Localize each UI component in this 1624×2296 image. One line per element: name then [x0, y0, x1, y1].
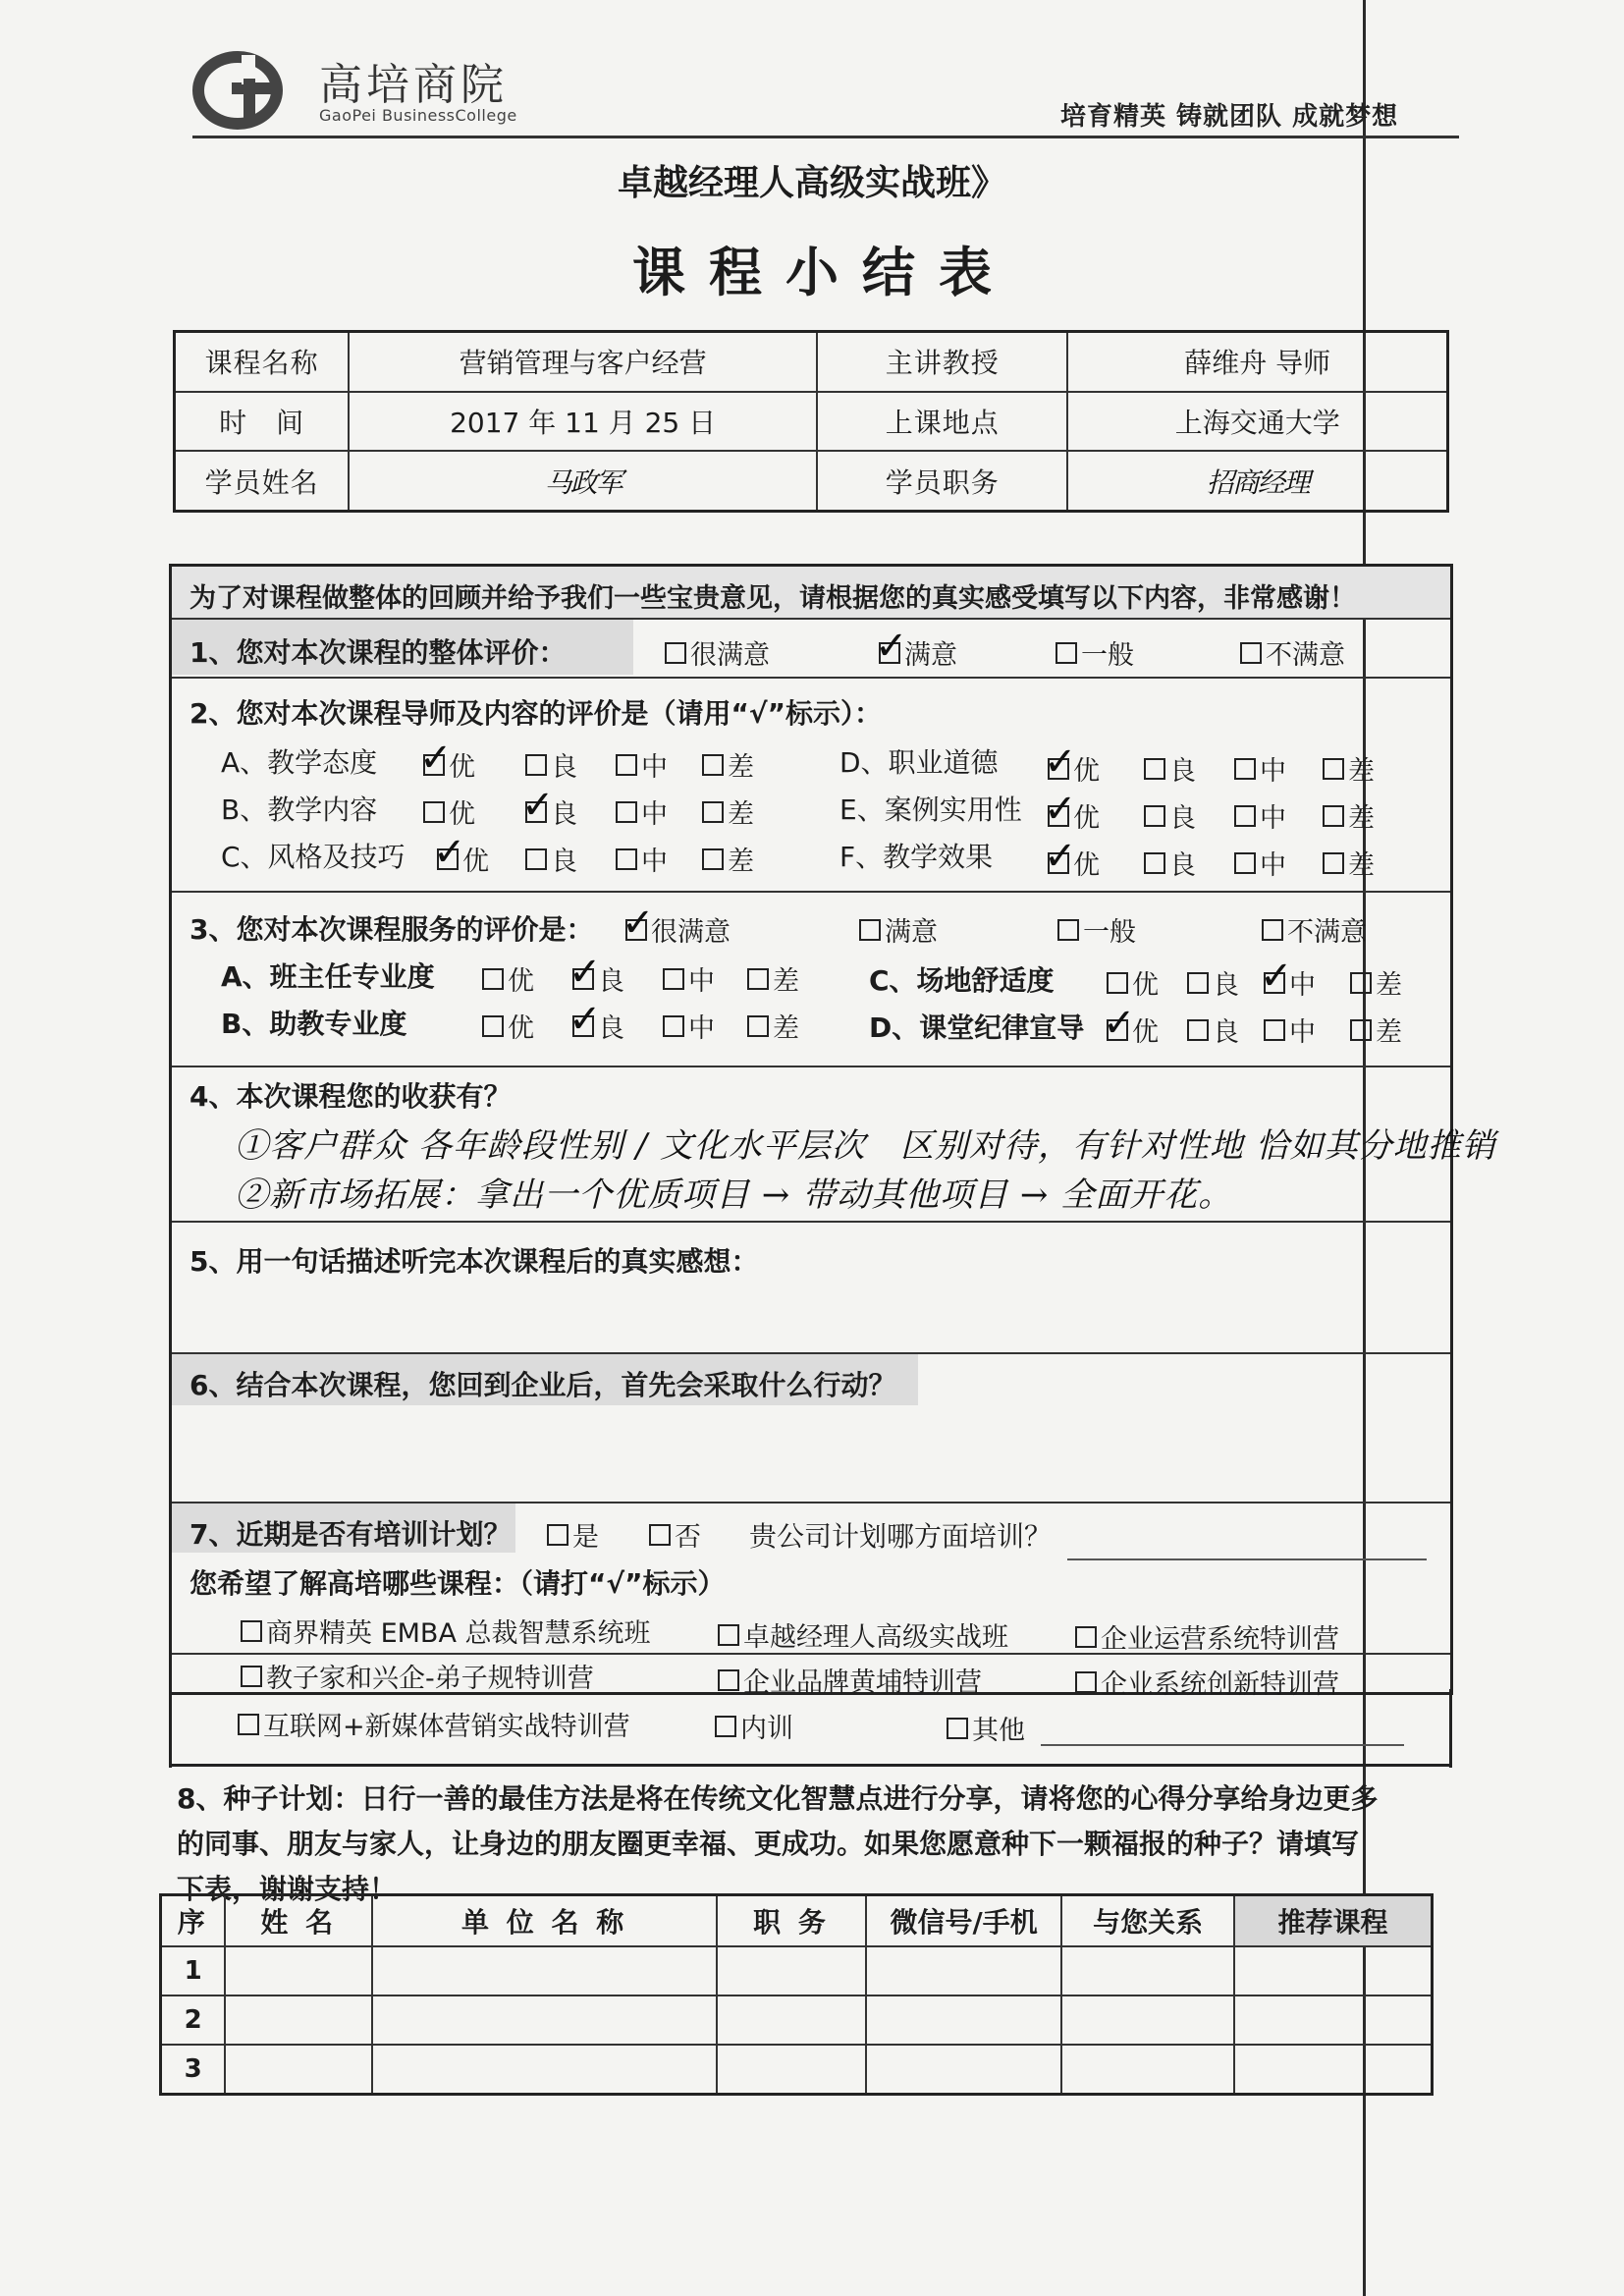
q2-a-grade-good[interactable]: 良 — [525, 745, 577, 784]
table-cell[interactable] — [372, 2045, 717, 2095]
q2-a-grade-fair[interactable]: 中 — [616, 745, 668, 784]
teacher-value[interactable]: 薛维舟 导师 — [1067, 332, 1447, 392]
checkmark-icon: ✓ — [568, 949, 602, 995]
q3-c-grade-fair[interactable]: ✓ 中 — [1260, 953, 1316, 1001]
q8-line3: 下表，谢谢支持！ — [177, 1873, 398, 1905]
q2-f-grade-poor[interactable]: 差 — [1323, 844, 1375, 882]
checkmark-icon: ✓ — [1044, 786, 1077, 832]
q3-item-c: C、场地舒适度 — [869, 964, 1055, 997]
table-cell[interactable] — [1234, 2045, 1433, 2095]
checkmark-icon: ✓ — [1103, 1000, 1136, 1046]
survey-intro: 为了对课程做整体的回顾并给予我们一些宝贵意见，请根据您的真实感受填写以下内容，非常感谢！ — [189, 583, 1356, 614]
checkmark-icon: ✓ — [568, 996, 602, 1042]
q3-option-unsatisfied[interactable]: 不满意 — [1262, 910, 1367, 949]
q2-e-grade-good[interactable]: 良 — [1144, 796, 1196, 835]
course-option-inhouse[interactable]: 内训 — [715, 1707, 793, 1745]
checkmark-icon: ✓ — [1044, 738, 1077, 785]
q2-b-grade-excellent[interactable]: 优 — [423, 793, 475, 831]
place-label: 上课地点 — [817, 392, 1067, 452]
table-cell[interactable] — [717, 2045, 866, 2095]
q3-c-grade-poor[interactable]: 差 — [1350, 963, 1402, 1002]
q7-which-label: 贵公司计划哪方面培训？ — [749, 1520, 1053, 1553]
table-cell[interactable] — [717, 1995, 866, 2045]
checkbox-icon — [875, 623, 908, 669]
col-header-course: 推荐课程 — [1234, 1895, 1433, 1946]
q2-item-a: A、教学态度 — [221, 746, 378, 779]
q2-c-grade-fair[interactable]: 中 — [616, 840, 668, 878]
q6-label: 6、结合本次课程，您回到企业后，首先会采取什么行动？ — [189, 1369, 896, 1401]
q3-b-grade-fair[interactable]: 中 — [663, 1007, 715, 1045]
checkmark-icon: ✓ — [1260, 953, 1293, 999]
row-index: 1 — [161, 1946, 226, 1995]
header-divider — [192, 136, 1459, 138]
table-cell[interactable] — [225, 2045, 372, 2095]
q1-label: 1、您对本次课程的整体评价： — [189, 636, 567, 669]
q3-b-grade-excellent[interactable]: 优 — [482, 1007, 534, 1045]
q4-answer-handwritten-1[interactable]: ①客户群众 各年龄段性别 / 文化水平层次 区别对待，有针对性地 恰如其分地推销 — [235, 1126, 1496, 1166]
q3-a-grade-good[interactable]: ✓ 良 — [568, 949, 624, 997]
student-name-handwritten[interactable]: 马政军 — [349, 451, 817, 511]
checkbox-icon — [1240, 642, 1262, 664]
q3-d-grade-fair[interactable]: 中 — [1264, 1011, 1316, 1049]
course-option-internet[interactable]: 互联网+新媒体营销实战特训营 — [238, 1705, 630, 1743]
course-option-emba[interactable]: 商界精英 EMBA 总裁智慧系统班 — [241, 1612, 651, 1650]
q2-d-grade-good[interactable]: 良 — [1144, 749, 1196, 788]
table-cell[interactable] — [866, 1946, 1062, 1995]
q6-answer-field[interactable] — [191, 1421, 1429, 1490]
q2-a-grade-poor[interactable]: 差 — [702, 745, 754, 784]
table-cell[interactable] — [866, 1995, 1062, 2045]
q3-d-grade-excellent[interactable]: ✓ 优 — [1103, 1000, 1159, 1048]
q2-item-f: F、教学效果 — [839, 841, 994, 873]
student-position-label: 学员职务 — [817, 451, 1067, 511]
table-cell[interactable] — [1061, 2045, 1234, 2095]
table-cell[interactable] — [717, 1946, 866, 1995]
checkmark-icon: ✓ — [433, 829, 466, 875]
checkmark-icon: ✓ — [521, 782, 555, 828]
student-position-handwritten[interactable]: 招商经理 — [1067, 451, 1447, 511]
q3-d-grade-good[interactable]: 良 — [1187, 1011, 1239, 1049]
course-option-operations[interactable]: 企业运营系统特训营 — [1075, 1617, 1339, 1656]
brand-english: GaoPei BusinessCollege — [319, 106, 517, 125]
q2-item-b: B、教学内容 — [221, 793, 378, 826]
checkbox-icon — [665, 642, 686, 664]
checkmark-icon: ✓ — [419, 735, 453, 781]
course-name-label: 课程名称 — [175, 332, 350, 392]
table-cell[interactable] — [372, 1995, 717, 2045]
q1-option-average[interactable]: 一般 — [1056, 633, 1134, 672]
course-option-manager[interactable]: 卓越经理人高级实战班 — [718, 1615, 1008, 1654]
other-course-field[interactable] — [1041, 1744, 1404, 1746]
col-header-index: 序 — [161, 1895, 226, 1946]
q2-d-grade-poor[interactable]: 差 — [1323, 749, 1375, 788]
q2-label: 2、您对本次课程导师及内容的评价是（请用“√”标示）： — [189, 697, 882, 730]
col-header-wechat: 微信号/手机 — [866, 1895, 1062, 1946]
q7-which-field[interactable] — [1067, 1558, 1427, 1560]
q7-label: 7、近期是否有培训计划？ — [189, 1518, 512, 1551]
col-header-company: 单 位 名 称 — [372, 1895, 717, 1946]
col-header-name: 姓 名 — [225, 1895, 372, 1946]
form-title: 课程小结表 — [632, 242, 1015, 303]
q2-e-grade-poor[interactable]: 差 — [1323, 796, 1375, 835]
slogan: 培育精英 铸就团队 成就梦想 — [1060, 102, 1399, 132]
place-value[interactable]: 上海交通大学 — [1067, 392, 1447, 452]
q5-label: 5、用一句话描述听完本次课程后的真实感想： — [189, 1245, 759, 1278]
q2-c-grade-excellent[interactable]: ✓ 优 — [433, 829, 489, 877]
table-cell[interactable] — [1061, 1946, 1234, 1995]
q3-option-very-satisfied[interactable]: ✓ 很满意 — [622, 900, 731, 948]
table-row — [161, 2045, 1433, 2095]
table-cell[interactable] — [1061, 1995, 1234, 2045]
survey-section — [169, 564, 1496, 1700]
q1-option-very-satisfied[interactable]: 很满意 — [665, 633, 770, 672]
q7-option-no[interactable]: 否 — [649, 1515, 701, 1554]
table-row — [161, 1946, 1433, 1995]
q2-e-grade-excellent[interactable]: ✓ 优 — [1044, 786, 1100, 834]
q3-c-grade-good[interactable]: 良 — [1187, 963, 1239, 1002]
q2-c-grade-poor[interactable]: 差 — [702, 840, 754, 878]
q2-f-grade-good[interactable]: 良 — [1144, 844, 1196, 882]
course-option-innovation[interactable]: 企业系统创新特训营 — [1075, 1663, 1339, 1701]
q3-item-a: A、班主任专业度 — [221, 960, 435, 993]
q3-a-grade-poor[interactable]: 差 — [747, 959, 799, 998]
q3-item-d: D、课堂纪律宣导 — [869, 1011, 1085, 1044]
q2-f-grade-excellent[interactable]: ✓ 优 — [1044, 833, 1100, 881]
q3-option-satisfied[interactable]: 满意 — [859, 910, 938, 949]
checkmark-icon: ✓ — [1044, 833, 1077, 879]
q8-line1: 8、种子计划：日行一善的最佳方法是将在传统文化智慧点进行分享，请将您的心得分享给身边更多 — [177, 1782, 1379, 1815]
q2-d-grade-excellent[interactable]: ✓ 优 — [1044, 738, 1100, 787]
q2-b-grade-poor[interactable]: 差 — [702, 793, 754, 831]
row-index: 3 — [161, 2045, 226, 2095]
q3-a-grade-excellent[interactable]: 优 — [482, 959, 534, 998]
q3-option-average[interactable]: 一般 — [1057, 910, 1136, 949]
q2-b-grade-fair[interactable]: 中 — [616, 793, 668, 831]
q7-hope-label: 您希望了解高培哪些课程：（请打“√”标示） — [189, 1567, 726, 1600]
q3-a-grade-fair[interactable]: 中 — [663, 959, 715, 998]
q2-a-grade-excellent[interactable]: ✓ 优 — [419, 735, 475, 783]
teacher-label: 主讲教授 — [817, 332, 1067, 392]
q8-line2: 的同事、朋友与家人，让身边的朋友圈更幸福、更成功。如果您愿意种下一颗福报的种子？请填写 — [177, 1828, 1360, 1860]
q2-f-grade-fair[interactable]: 中 — [1234, 844, 1286, 882]
course-option-other[interactable]: 其他 — [947, 1709, 1025, 1747]
seed-plan-table — [159, 1893, 1434, 2096]
q7-option-yes[interactable]: 是 — [547, 1515, 599, 1554]
course-name-value[interactable]: 营销管理与客户经营 — [349, 332, 817, 392]
q2-e-grade-fair[interactable]: 中 — [1234, 796, 1286, 835]
q2-item-d: D、职业道德 — [839, 746, 999, 779]
program-title: 卓越经理人高级实战班》 — [617, 163, 1006, 203]
table-cell[interactable] — [225, 1946, 372, 1995]
course-info-table — [173, 330, 1449, 513]
student-name-label: 学员姓名 — [175, 451, 350, 511]
q2-item-e: E、案例实用性 — [839, 793, 1022, 826]
checkmark-icon: ✓ — [875, 623, 908, 669]
q3-b-grade-good[interactable]: ✓ 良 — [568, 996, 624, 1044]
q3-label: 3、您对本次课程服务的评价是： — [189, 913, 594, 946]
q2-b-grade-good[interactable]: ✓ 良 — [521, 782, 577, 830]
q3-c-grade-excellent[interactable]: 优 — [1107, 963, 1159, 1002]
row-index: 2 — [161, 1995, 226, 2045]
course-option-brand[interactable]: 企业品牌黄埔特训营 — [718, 1661, 982, 1699]
q2-item-c: C、风格及技巧 — [221, 841, 406, 873]
gaopei-logo-icon — [192, 51, 283, 130]
brand-name: 高培商院 — [319, 60, 508, 110]
table-cell[interactable] — [1234, 1946, 1433, 1995]
q5-answer-field[interactable] — [191, 1284, 1429, 1342]
section-divider — [169, 1764, 1452, 1767]
q1-option-satisfied[interactable]: ✓ 满意 — [875, 623, 957, 671]
table-cell[interactable] — [225, 1995, 372, 2045]
q3-item-b: B、助教专业度 — [221, 1008, 407, 1040]
q4-answer-handwritten-2[interactable]: ②新市场拓展：拿出一个优质项目 → 带动其他项目 → 全面开花。 — [235, 1175, 1233, 1215]
q2-c-grade-good[interactable]: 良 — [525, 840, 577, 878]
table-cell[interactable] — [372, 1946, 717, 1995]
q2-d-grade-fair[interactable]: 中 — [1234, 749, 1286, 788]
q4-label: 4、本次课程您的收获有？ — [189, 1080, 512, 1113]
table-cell[interactable] — [1234, 1995, 1433, 2045]
q3-d-grade-poor[interactable]: 差 — [1350, 1011, 1402, 1049]
q3-b-grade-poor[interactable]: 差 — [747, 1007, 799, 1045]
checkbox-icon — [1056, 642, 1077, 664]
col-header-position: 职 务 — [717, 1895, 866, 1946]
col-header-relation: 与您关系 — [1061, 1895, 1234, 1946]
table-cell[interactable] — [866, 2045, 1062, 2095]
checkmark-icon: ✓ — [622, 900, 655, 946]
time-label: 时 间 — [175, 392, 350, 452]
time-value[interactable]: 2017 年 11 月 25 日 — [349, 392, 817, 452]
table-row — [161, 1995, 1433, 2045]
q1-option-unsatisfied[interactable]: 不满意 — [1240, 633, 1345, 672]
course-option-dizigui[interactable]: 教子家和兴企-弟子规特训营 — [241, 1657, 594, 1695]
